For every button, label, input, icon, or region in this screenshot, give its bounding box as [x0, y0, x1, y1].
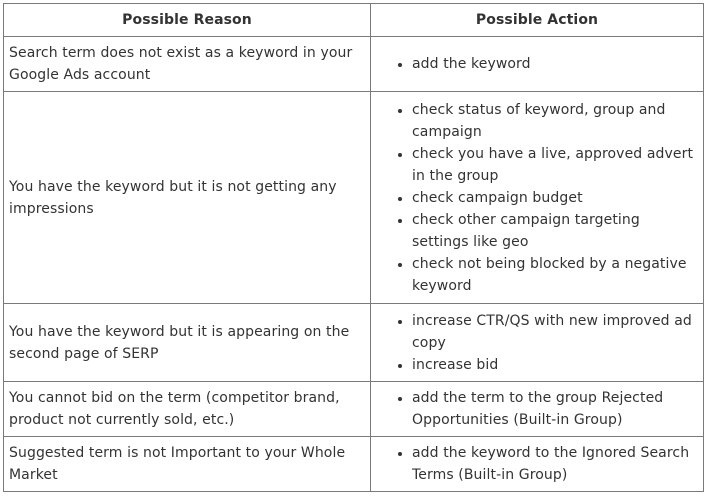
action-cell: [371, 92, 704, 304]
action-item: • check not being blocked by a negative keyword: [412, 253, 699, 297]
action-cell: [371, 382, 704, 437]
reason-cell: You have the keyword but it is appearing on the second page of SERP: [4, 304, 371, 382]
reason-action-table: [3, 3, 704, 492]
header-possible-action: Possible Action: [371, 4, 704, 37]
action-cell: [371, 304, 704, 382]
action-item: • add the keyword: [412, 53, 699, 75]
action-item: • check you have a live, approved advert in the group: [412, 143, 699, 187]
action-item: • add the term to the group Rejected Opportunities (Built-in Group): [412, 387, 699, 431]
header-row: [4, 4, 704, 37]
action-item: • increase bid: [412, 354, 699, 376]
action-list: [376, 387, 699, 431]
action-list: [376, 310, 699, 376]
action-cell: [371, 37, 704, 92]
action-item: • add the keyword to the Ignored Search Terms (Built-in Group): [412, 442, 699, 486]
action-item: • check status of keyword, group and campaign: [412, 99, 699, 143]
header-possible-reason: Possible Reason: [4, 4, 371, 37]
reason-action-table-container: [3, 3, 704, 492]
action-list: [376, 53, 699, 75]
reason-cell: Search term does not exist as a keyword in your Google Ads account: [4, 37, 371, 92]
table-header: [4, 4, 704, 37]
reason-cell: You cannot bid on the term (competitor brand, product not currently sold, etc.): [4, 382, 371, 437]
action-list: [376, 442, 699, 486]
action-item: • check campaign budget: [412, 187, 699, 209]
action-list: [376, 99, 699, 297]
table-row: [4, 37, 704, 92]
action-item: • increase CTR/QS with new improved ad copy: [412, 310, 699, 354]
table-row: [4, 304, 704, 382]
table-row: [4, 437, 704, 492]
table-row: [4, 92, 704, 304]
reason-cell: You have the keyword but it is not getting any impressions: [4, 92, 371, 304]
table-row: [4, 382, 704, 437]
reason-cell: Suggested term is not Important to your Whole Market: [4, 437, 371, 492]
table-body: [4, 37, 704, 492]
action-item: • check other campaign targeting settings like geo: [412, 209, 699, 253]
action-cell: [371, 437, 704, 492]
